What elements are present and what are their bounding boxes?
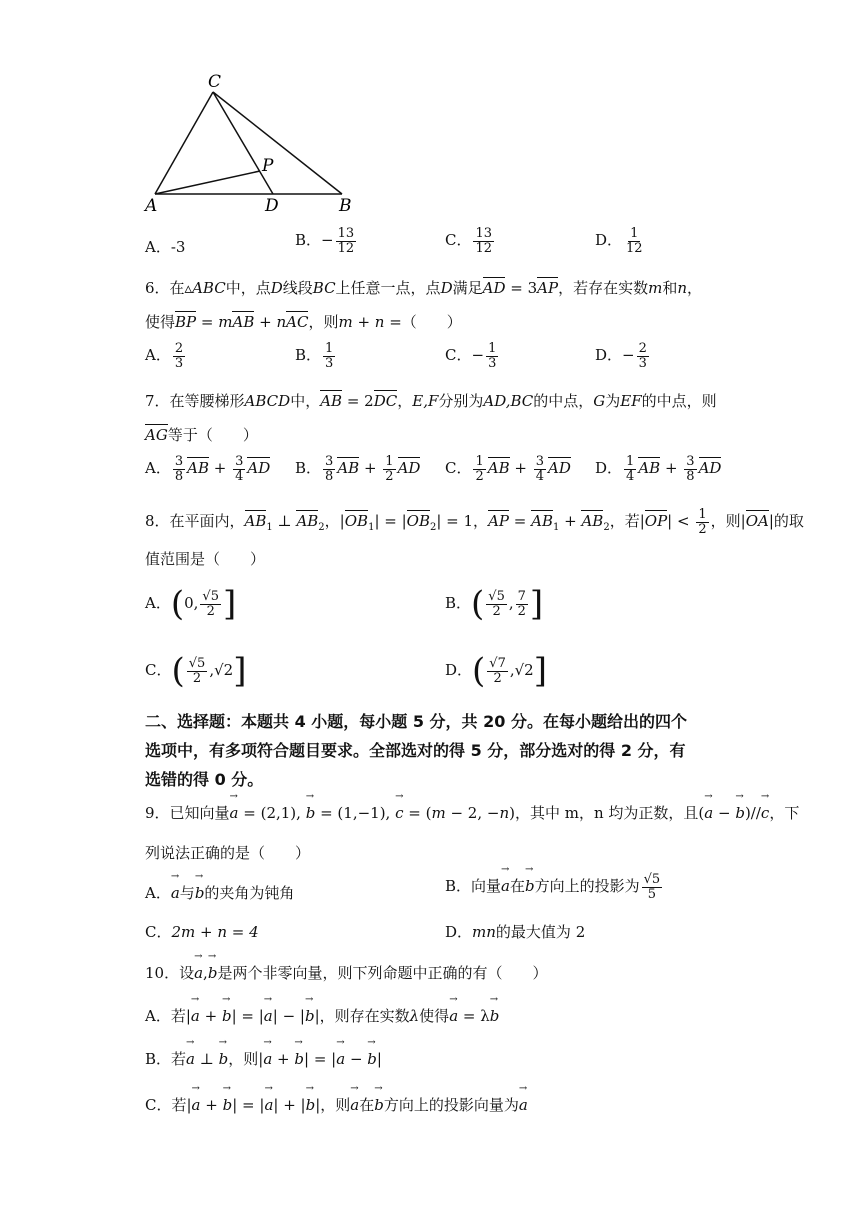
q7-stem-line1: 7．在等腰梯形ABCD中，AB = 2DC，E,F分别为AD,BC的中点，G为EF的中点，则 [145,392,717,410]
segment-AP [155,171,260,194]
q9-option-d: D．mn的最大值为 2 [445,923,586,941]
q8-option-a: A．(0, $\frac{√5}{2}$ ] [145,584,237,624]
q5-option-a: A．-3 [145,238,186,256]
label-B: B [339,196,352,216]
triangle-figure [140,70,370,220]
label-C: C [208,72,222,92]
q6-stem-line2: 使得BP = mAB + nAC，则m + n =（ ） [145,313,462,331]
q7-option-d: D． $\frac{1}{4}$ AB + $\frac{3}{8}$ AD [595,454,722,484]
section-heading: 二、选择题：本题共 4 小题，每小题 5 分，共 20 分。在每小题给出的四个 选项中，有多项符合题目要求。全部选对的得 5 分，部分选对的得 2 分，有 选错的得 0 分。 [145,712,687,789]
q9-stem-line1: 9．已知向量a → = (2,1), b → = (1,−1), c → = (m − 2, −n)，其中 m，n 均为正数，且(a → − b →)//c →，下 [145,802,799,823]
q10-option-c: C．若|a → + b →| = |a →| + |b →|，则a →在b →方向上的投影向量为a → [145,1094,528,1115]
q7-option-a: A． $\frac{3}{8}$ AB + $\frac{3}{4}$ AD [145,454,271,484]
q10-option-a: A．若|a → + b →| = |a →| − |b →|，则存在实数λ使得a → = λb → [145,1005,499,1026]
q8-option-d: D．( $\frac{√7}{2}$ ,√2] [445,651,547,691]
q9-stem-line2: 列说法正确的是（ ） [145,844,311,862]
q7-option-b: B． $\frac{3}{8}$ AB + $\frac{1}{2}$ AD [295,454,421,484]
label-D: D [265,196,279,216]
q6-option-d: D．− $\frac{2}{3}$ [595,341,647,371]
edge-CA [155,92,213,194]
q9-option-b: B．向量a →在b →方向上的投影为 $\frac{√5}{5}$ [445,873,664,901]
q5-option-d: D． $\frac{1}{12}$ [595,226,643,256]
label-A: A [145,196,158,216]
label-P: P [262,156,274,176]
q9-option-c: C．2m + n = 4 [145,923,259,941]
q8-option-c: C．( $\frac{√5}{2}$ ,√2] [145,651,247,691]
q6-option-b: B． $\frac{1}{3}$ [295,341,334,371]
edge-CB [213,92,342,194]
q8-stem-line2: 值范围是（ ） [145,550,266,568]
q5-option-c: C． $\frac{13}{12}$ [445,226,493,256]
q6-option-c: C．− $\frac{1}{3}$ [445,341,497,371]
q7-stem-line2: AG等于（ ） [145,426,258,444]
q8-option-b: B．( $\frac{√5}{2}$ , $\frac{7}{2}$ ] [445,584,544,624]
q7-option-c: C． $\frac{1}{2}$ AB + $\frac{3}{4}$ AD [445,454,571,484]
q10-stem: 10．设a →,b →是两个非零向量，则下列命题中正确的有（ ） [145,962,547,983]
q5-option-b: B．− $\frac{13}{12}$ [295,226,355,256]
q10-option-b: B．若a → ⊥ b →，则|a → + b →| = |a → − b →| [145,1048,382,1069]
q9-option-a: A．a →与b →的夹角为钝角 [145,882,294,903]
q8-stem-line1: 8．在平面内，$AB_1$ ⊥ $AB_2$，$|OB_1| = |OB_2| = 1$，AP = $AB_1 + AB_2$，若|OP| < $\frac{1}{2}$ ，则|OA|的取 [145,507,804,537]
q6-option-a: A． $\frac{2}{3}$ [145,341,184,371]
q6-stem-line1: 6．在▵ABC中，点D线段BC上任意一点，点D满足AD = 3AP，若存在实数m和n， [145,279,703,297]
